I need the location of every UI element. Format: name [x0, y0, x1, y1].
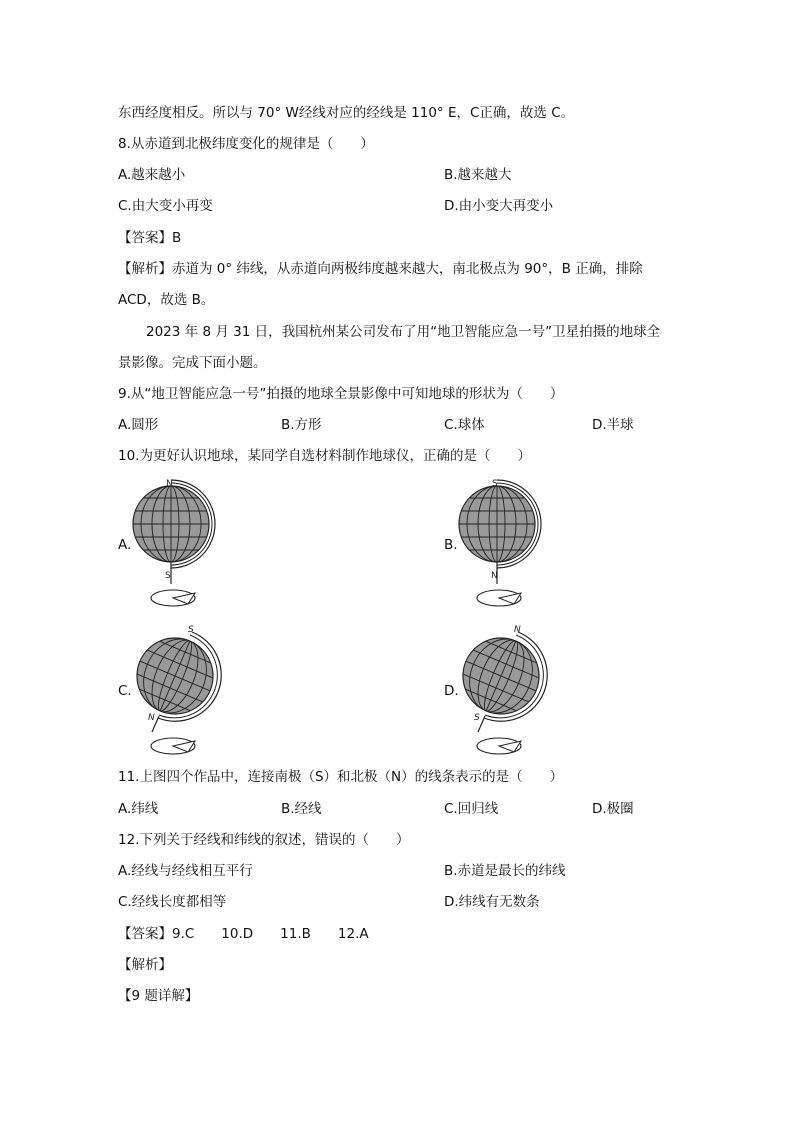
globe-c-bottom-pole: N	[148, 713, 155, 723]
question-10: 10.为更好认识地球，某同学自选材料制作地球仪，正确的是（ ）	[118, 448, 531, 464]
option-11b: B.经线	[281, 801, 322, 817]
explanation-heading: 【解析】	[118, 957, 172, 973]
globe-c-label: C.	[118, 683, 132, 699]
globe-d-figure	[454, 620, 554, 760]
option-12d: D.纬线有无数条	[444, 894, 540, 910]
globe-a-figure	[128, 474, 228, 614]
explanation-8-line-2: ACD，故选 B。	[118, 292, 215, 308]
material-intro-line-1: 2023 年 8 月 31 日，我国杭州某公司发布了用“地卫智能应急一号”卫星拍摄的地球全	[146, 324, 661, 340]
answer-8: 【答案】B	[118, 230, 182, 246]
option-11a: A.纬线	[118, 801, 159, 817]
question-9-detail-heading: 【9 题详解】	[118, 988, 199, 1004]
question-12: 12.下列关于经线和纬线的叙述，错误的（ ）	[118, 832, 410, 848]
globe-d-bottom-pole: S	[474, 713, 480, 723]
option-12a: A.经线与经线相互平行	[118, 863, 253, 879]
option-9d: D.半球	[592, 417, 634, 433]
option-8d: D.由小变大再变小	[444, 198, 554, 214]
globe-b-bottom-pole: N	[491, 571, 498, 581]
question-8: 8.从赤道到北极纬度变化的规律是（ ）	[118, 136, 374, 152]
option-8b: B.越来越大	[444, 167, 512, 183]
option-9a: A.圆形	[118, 417, 159, 433]
globe-a-bottom-pole: S	[165, 571, 171, 581]
option-9c: C.球体	[444, 417, 485, 433]
globe-d-top-pole: N	[514, 625, 521, 635]
question-11: 11.上图四个作品中，连接南极（S）和北极（N）的线条表示的是（ ）	[118, 769, 564, 785]
option-11c: C.回归线	[444, 801, 499, 817]
globe-a-label: A.	[118, 537, 132, 553]
text-line: 东西经度相反。所以与 70° W经线对应的经线是 110° E，C正确，故选 C。	[118, 105, 575, 121]
question-9: 9.从“地卫智能应急一号”拍摄的地球全景影像中可知地球的形状为（ ）	[118, 386, 564, 402]
option-12b: B.赤道是最长的纬线	[444, 863, 566, 879]
option-9b: B.方形	[281, 417, 322, 433]
globe-c-figure	[128, 620, 228, 760]
globe-b-figure	[454, 474, 554, 614]
globe-d-label: D.	[444, 683, 459, 699]
globe-b-label: B.	[444, 537, 458, 553]
answer-9-12: 【答案】9.C 10.D 11.B 12.A	[118, 926, 369, 942]
globe-b-top-pole: S	[492, 479, 498, 489]
globe-a-top-pole: N	[166, 479, 173, 489]
material-intro-line-2: 景影像。完成下面小题。	[118, 355, 267, 371]
option-11d: D.极圈	[592, 801, 634, 817]
option-8a: A.越来越小	[118, 167, 186, 183]
explanation-8-line-1: 【解析】赤道为 0° 纬线，从赤道向两极纬度越来越大，南北极点为 90°，B 正确，排除	[118, 261, 643, 277]
option-8c: C.由大变小再变	[118, 198, 213, 214]
globe-c-top-pole: S	[188, 625, 194, 635]
option-12c: C.经线长度都相等	[118, 894, 227, 910]
